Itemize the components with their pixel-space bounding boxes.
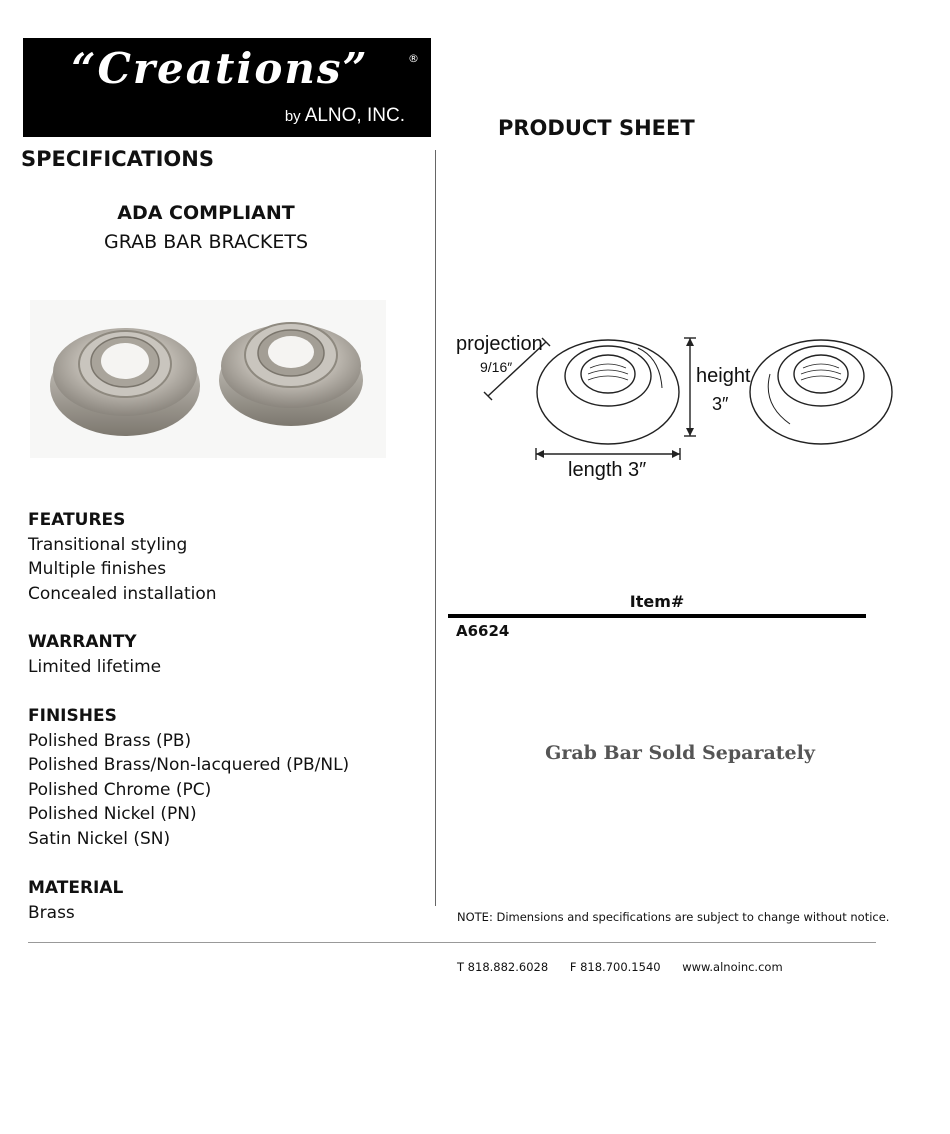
- list-item: Multiple finishes: [28, 559, 167, 579]
- product-photo: [30, 300, 386, 458]
- features-heading: FEATURES: [28, 510, 126, 530]
- list-item: Polished Brass (PB): [28, 730, 192, 751]
- logo-brand-name: “Creations”: [71, 44, 369, 93]
- logo-by: by: [284, 108, 301, 125]
- page-title: PRODUCT SHEET: [498, 116, 695, 140]
- list-item: Transitional styling: [28, 534, 188, 555]
- material-section: [28, 876, 123, 925]
- column-divider: [435, 150, 436, 906]
- product-title-line1: ADA COMPLIANT: [117, 202, 295, 224]
- list-item: Limited lifetime: [28, 656, 162, 677]
- height-label: height: [696, 365, 751, 387]
- logo-registered-mark: ®: [408, 52, 419, 65]
- list-item: Satin Nickel (SN): [28, 828, 171, 849]
- logo-company: [285, 105, 405, 127]
- footer-divider: [28, 942, 876, 943]
- dimension-diagram: [450, 318, 910, 500]
- list-item: Concealed installation: [28, 583, 217, 604]
- projection-value: 9/16″: [480, 359, 513, 375]
- warranty-section: [28, 630, 161, 679]
- sold-separately-note: Grab Bar Sold Separately: [545, 742, 815, 764]
- warranty-heading: WARRANTY: [28, 632, 137, 652]
- item-number-label: Item#: [629, 592, 685, 611]
- flange-left: [50, 328, 200, 436]
- finishes-heading: FINISHES: [28, 706, 117, 726]
- height-value: 3″: [712, 394, 729, 414]
- list-item: Polished Brass/Non-lacquered (PB/NL): [28, 755, 350, 775]
- features-section: [28, 508, 217, 606]
- phone-number: T 818.882.6028: [457, 960, 549, 974]
- material-heading: MATERIAL: [28, 878, 124, 898]
- disclaimer-note: NOTE: Dimensions and specifications are subject to change without notice.: [457, 910, 890, 924]
- list-item: Polished Nickel (PN): [28, 804, 197, 824]
- list-item: Brass: [28, 902, 75, 923]
- finishes-section: [28, 704, 349, 851]
- length-label: length 3″: [568, 459, 647, 481]
- item-rule: [448, 614, 866, 618]
- item-code: A6624: [456, 622, 510, 640]
- projection-label: projection: [456, 333, 543, 355]
- product-title-line2: GRAB BAR BRACKETS: [103, 231, 309, 253]
- fax-number: F 818.700.1540: [569, 960, 661, 974]
- brand-logo: [23, 38, 431, 137]
- specifications-heading: SPECIFICATIONS: [21, 147, 214, 171]
- contact-info: [457, 960, 801, 974]
- website-link[interactable]: www.alnoinc.com: [682, 960, 783, 974]
- logo-company-name: ALNO, INC.: [304, 105, 405, 126]
- list-item: Polished Chrome (PC): [28, 779, 212, 800]
- flange-right: [219, 323, 363, 426]
